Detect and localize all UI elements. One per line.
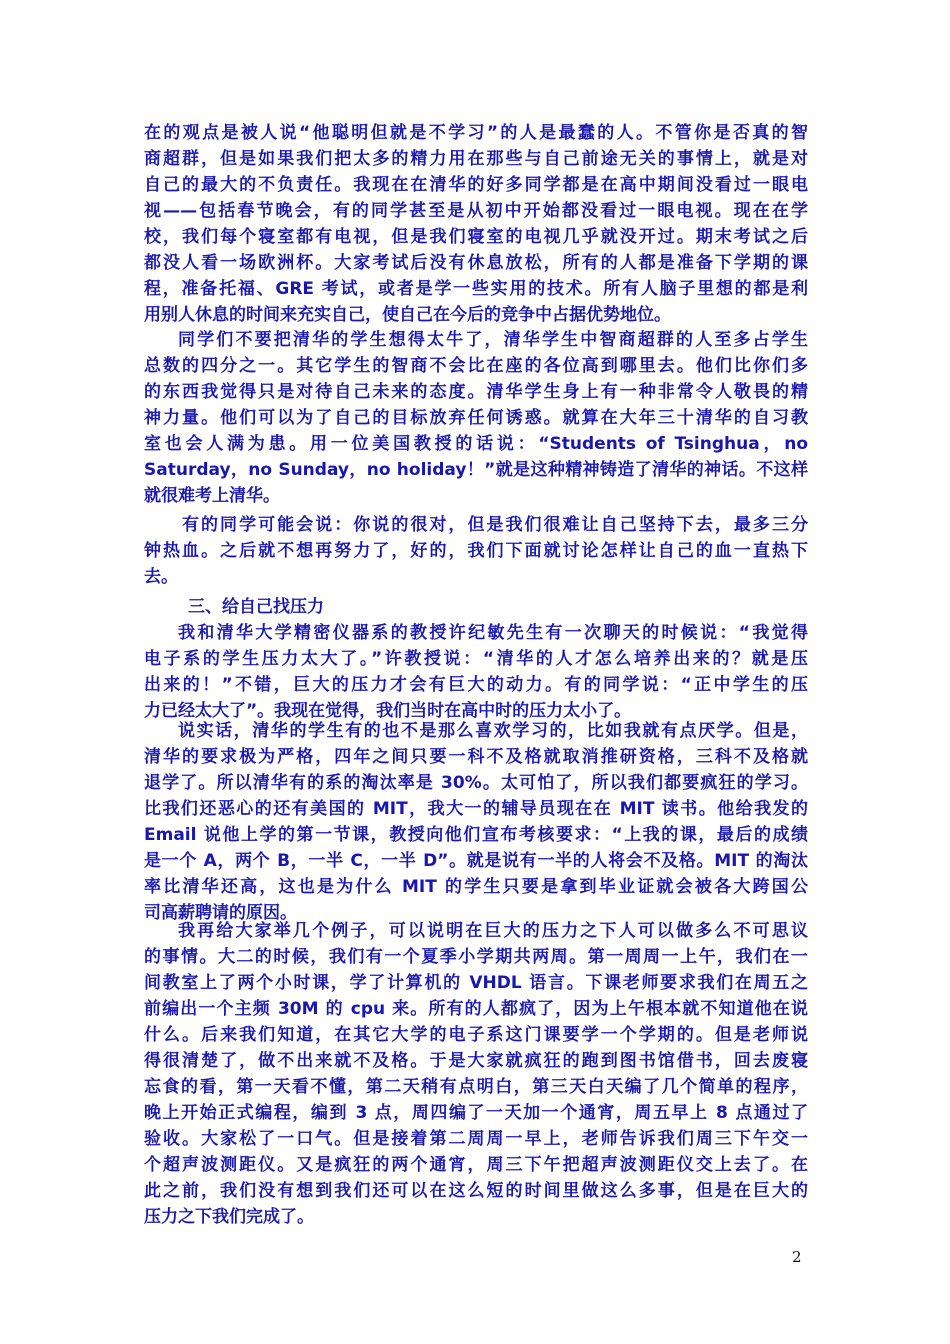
- page-number: 2: [792, 1248, 802, 1266]
- text-line: 钟热血。之后就不想再努力了，好的，我们下面就讨论怎样让自己的血一直热下: [144, 541, 808, 561]
- text-line: 商超群，但是如果我们把太多的精力用在那些与自己前途无关的事情上，就是对: [144, 149, 808, 169]
- text-line: 晚上开始正式编程，编到 3 点，周四编了一天加一个通宵，周五早上 8 点通过了: [144, 1103, 808, 1123]
- text-line: 室也会人满为患。用一位美国教授的话说：“Students of Tsinghua，no: [144, 434, 808, 454]
- paragraph-6: [144, 918, 808, 1230]
- text-line: 说实话，清华的学生有的也不是那么喜欢学习的，比如我就有点厌学。但是，: [178, 721, 808, 741]
- paragraph-2: [144, 327, 808, 509]
- paragraph-3: [144, 512, 808, 590]
- text-line: 前编出一个主频 30M 的 cpu 来。所有的人都疯了，因为上午根本就不知道他在说: [144, 999, 808, 1019]
- text-line: 率比清华还高，这也是为什么 MIT 的学生只要是拿到毕业证就会被各大跨国公: [144, 877, 808, 897]
- text-line: 清华的要求极为严格，四年之间只要一科不及格就取消推研资格，三科不及格就: [144, 747, 808, 767]
- text-line: 视——包括春节晚会，有的同学甚至是从初中开始都没看过一眼电视。现在在学: [144, 201, 808, 221]
- text-line: Email 说他上学的第一节课，教授向他们宣布考核要求：“上我的课，最后的成绩: [144, 825, 808, 845]
- text-line: 校，我们每个寝室都有电视，但是我们寝室的电视几乎就没开过。期末考试之后: [144, 227, 808, 247]
- text-line: 我再给大家举几个例子，可以说明在巨大的压力之下人可以做多么不可思议: [178, 921, 808, 941]
- text-line: 什么。后来我们知道，在其它大学的电子系这门课要学一个学期的。但是老师说: [144, 1025, 808, 1045]
- text-line: 验收。大家松了一口气。但是接着第二周周一早上，老师告诉我们周三下午交一: [144, 1129, 808, 1149]
- paragraph-4: [144, 620, 808, 724]
- text-line: 总数的四分之一。其它学生的智商不会比在座的各位高到哪里去。他们比你们多: [144, 356, 808, 376]
- text-line: 我和清华大学精密仪器系的教授许纪敏先生有一次聊天的时候说：“我觉得: [178, 623, 808, 643]
- text-line: 间教室上了两个小时课，学了计算机的 VHDL 语言。下课老师要求我们在周五之: [144, 973, 808, 993]
- text-line: 在的观点是被人说“他聪明但就是不学习”的人是最蠢的人。不管你是否真的智: [144, 123, 808, 143]
- text-line: 的东西我觉得只是对待自己未来的态度。清华学生身上有一种非常令人敬畏的精: [144, 382, 808, 402]
- text-line: 自己的最大的不负责任。我现在在清华的好多同学都是在高中期间没看过一眼电: [144, 175, 808, 195]
- text-line: 都没人看一场欧洲杯。大家考试后没有休息放松，所有的人都是准备下学期的课: [144, 253, 808, 273]
- text-line: 就很难考上清华。: [144, 486, 280, 506]
- text-line: 力已经太大了”。我现在觉得，我们当时在高中时的压力太小了。: [144, 701, 632, 721]
- text-line: 司高薪聘请的原因。: [144, 903, 297, 923]
- text-line: 比我们还恶心的还有美国的 MIT，我大一的辅导员现在在 MIT 读书。他给我发的: [144, 799, 808, 819]
- text-line: Saturday，no Sunday，no holiday！”就是这种精神铸造了清华的神话。不这样: [144, 460, 808, 480]
- text-line: 电子系的学生压力太大了。”许教授说：“清华的人才怎么培养出来的？就是压: [144, 649, 808, 669]
- text-line: 去。: [144, 567, 178, 587]
- text-line: 的事情。大二的时候，我们有一个夏季小学期共两周。第一周周一上午，我们在一: [144, 947, 808, 967]
- section-heading: 三、给自己找压力: [188, 597, 324, 617]
- text-line: 个超声波测距仪。又是疯狂的两个通宵，周三下午把超声波测距仪交上去了。在: [144, 1155, 808, 1175]
- text-line: 退学了。所以清华有的系的淘汰率是 30%。太可怕了，所以我们都要疯狂的学习。: [144, 773, 808, 793]
- text-line: 此之前，我们没有想到我们还可以在这么短的时间里做这么多事，但是在巨大的: [144, 1181, 808, 1201]
- text-line: 出来的！”不错，巨大的压力才会有巨大的动力。有的同学说：“正中学生的压: [144, 675, 808, 695]
- text-line: 忘食的看，第一天看不懂，第二天稍有点明白，第三天白天编了几个简单的程序，: [144, 1077, 808, 1097]
- section-heading-block: [144, 594, 808, 620]
- paragraph-5: [144, 718, 808, 926]
- text-line: 有的同学可能会说：你说的很对，但是我们很难让自己坚持下去，最多三分: [182, 515, 808, 535]
- text-line: 是一个 A，两个 B，一半 C，一半 D”。就是说有一半的人将会不及格。MIT 的淘汰: [144, 851, 808, 871]
- text-line: 压力之下我们完成了。: [144, 1207, 314, 1227]
- text-line: 用别人休息的时间来充实自己，使自己在今后的竞争中占据优势地位。: [144, 305, 671, 325]
- paragraph-1: [144, 120, 808, 328]
- text-line: 程，准备托福、GRE 考试，或者是学一些实用的技术。所有人脑子里想的都是利: [144, 279, 808, 299]
- text-line: 神力量。他们可以为了自己的目标放弃任何诱惑。就算在大年三十清华的自习教: [144, 408, 808, 428]
- text-line: 同学们不要把清华的学生想得太牛了，清华学生中智商超群的人至多占学生: [178, 330, 808, 350]
- text-line: 得很清楚了，做不出来就不及格。于是大家就疯狂的跑到图书馆借书，回去废寝: [144, 1051, 808, 1071]
